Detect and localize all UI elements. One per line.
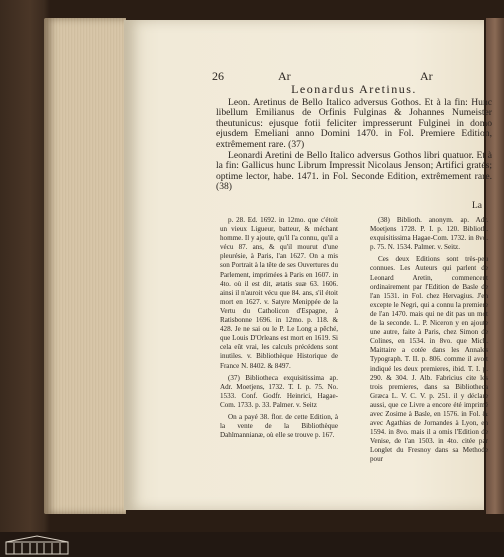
book-page: [124, 20, 492, 510]
running-head-right: Ar: [420, 69, 433, 83]
page-fore-edge: [44, 18, 126, 514]
entry-37: Leon. Aretinus de Bello Italico adversus Gothos. Et à la fin: Hunc libellum Emilianus de Orfinis Fulginas & Johannes Numeister theutunicus: ejusque fotii feliciter impresserunt Fulginei in domo ejusdem Emeliani anno Domini 1470. in Fol. Premiere Edition, extrêmement rare. (37): [216, 96, 492, 150]
entry-38: Leonardi Aretini de Bello Italico adversus Gothos libri quatuor. Et à la fin: Gallicus hunc Librum Impressit Nicolaus Jenson; Artifici gratés; optime lector, habe. 1471. in Fol. Seconde Edition, extrêmement rare. (38): [216, 149, 492, 193]
footnote-paragraph: On a payé 38. flor. de cette Edition, à la vente de la Bibliothèque Dahlmannianæ, où elle se trouve p. 167.: [220, 412, 338, 440]
catchword: La: [471, 201, 482, 211]
viewer-footer: [0, 532, 504, 557]
footnote-column-right: [370, 216, 488, 468]
footnote-paragraph: p. 28. Ed. 1692. in 12mo. que c'étoit un vieux Ligueur, batteur, & méchant homme. Il y ajoute, qu'il l'a connu, qu'il a vécu 87. ans, & qu'il mourut d'une pleurésie, à Paris, l'an 1627. On a mis son Portrait à la tête de ses Ouvertures du Parlement, imprimées à Paris en 1607. in 4to. où il est dit, ætatis suæ 63. 1606. ainsi il n'auroit vécu que 84. ans, s'il étoit mort en 1627. v. Satyre Menippée de la Vertu du Catholicon d'Espagne, à Ratisbonne 1696. in 12mo. p. 118. & 428. Je ne sai ou le P. Le Long a pêché, que Louis D'Orleans est mort en 1619. Si cela eût vrai, les calculs précédens sont inutiles. v. Bibliothèque Historique de France N. 8402. & 8497.: [220, 216, 338, 370]
entry-heading: Leonardus Aretinus.: [291, 82, 417, 96]
footnote-column-left: [220, 216, 338, 443]
running-header: [212, 69, 492, 83]
footnote-paragraph: (38) Biblioth. anonym. ap. Adr. Moetjens 1728. P. I. p. 120. Biblioth. exquisitissima Hagae-Com. 1732. in 8vo. p. 75. N. 1534. Palmer. v. Seitz.: [370, 216, 488, 252]
footnote-paragraph: Ces deux Editions sont très-peu connues. Les Auteurs qui parlent de Leonard Aretin, commencent ordinairement par l'Edition de Basle de l'an 1531. in Fol. chez Hervagius. J'en excepte le Negri, qui a connu la premiere de l'an 1470. mais qui ne dit pas un mot de la seconde. L. P. Niceron y en ajoute une autre, faite à Paris, chez Simon de Colines, en 1534. in 8vo. que Mich. Maittaire a cotée dans les Annales Typograph. T. II. p. 806. comme il avoit indiqué les deux premieres, ibid. T. I. p. 290. & 304. J. Alb. Fabricius cite les trois premieres, dans sa Bibliotheca Græca L. V. C. V. p. 251. il y déclare aussi, que ce Livre a encore été imprimé avec Zosime à Basle, en 1576. in Fol. & avec Agathias de Jornandes à Lyon, en 1594. in 8vo. mais il a omis l'Edition de Venise, de l'an 1503. in 4to. citée par Longlet du Fresnoy dans sa Methode pour: [370, 255, 488, 464]
page-number: 26: [212, 69, 224, 83]
library-building-icon: [2, 534, 72, 555]
main-entry-block: [216, 84, 492, 193]
running-head-left: Ar: [278, 69, 291, 83]
footnote-paragraph: (37) Bibliotheca exquisitissima ap. Adr. Moetjens, 1732. T. I. p. 75. No. 1533. Conf. Godfr. Heinrici, Hagae-Com. 1733. p. 33. Palmer. v. Seitz: [220, 373, 338, 409]
